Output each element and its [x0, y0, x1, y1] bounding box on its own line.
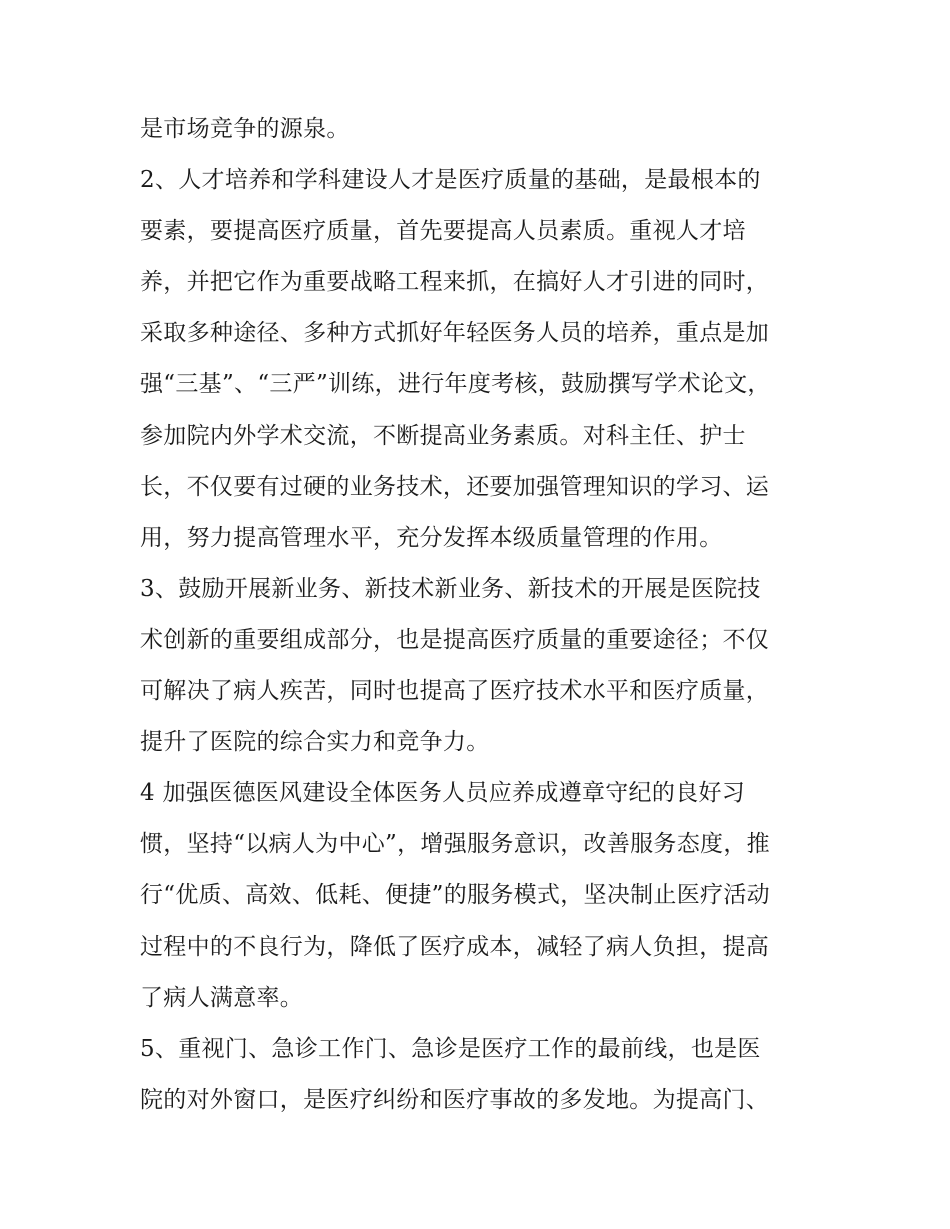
text-line: 院的对外窗口，是医疗纠纷和医疗事故的多发地。为提高门、 [140, 1086, 770, 1113]
document-body [140, 104, 830, 1126]
text-line: 要素，要提高医疗质量，首先要提高人员素质。重视人才培 [140, 218, 746, 245]
text-line: 采取多种途径、多种方式抓好年轻医务人员的培养，重点是加 [140, 320, 770, 347]
text-line: 可解决了病人疾苦，同时也提高了医疗技术水平和医疗质量， [140, 678, 770, 705]
text-line: 提升了医院的综合实力和竞争力。 [140, 729, 490, 756]
text-line: 5、重视门、急诊工作门、急诊是医疗工作的最前线，也是医 [140, 1035, 761, 1062]
text-line: 过程中的不良行为，降低了医疗成本，减轻了病人负担，提高 [140, 933, 770, 960]
text-line: 惯，坚持“以病人为中心”，增强服务意识，改善服务态度，推 [140, 831, 770, 858]
text-line: 2、人才培养和学科建设人才是医疗质量的基础，是最根本的 [140, 167, 761, 194]
text-line: 4 加强医德医风建设全体医务人员应养成遵章守纪的良好习 [140, 780, 746, 807]
text-line: 术创新的重要组成部分，也是提高医疗质量的重要途径；不仅 [140, 626, 770, 653]
text-line: 养，并把它作为重要战略工程来抓，在搞好人才引进的同时， [140, 269, 770, 296]
text-line: 行“优质、高效、低耗、便捷”的服务模式，坚决制止医疗活动 [140, 882, 770, 909]
text-line: 强“三基”、“三严”训练，进行年度考核，鼓励撰写学术论文， [140, 371, 771, 398]
text-line: 是市场竞争的源泉。 [140, 116, 350, 142]
text-line: 参加院内外学术交流，不断提高业务素质。对科主任、护士 [140, 422, 746, 449]
text-line: 用，努力提高管理水平，充分发挥本级质量管理的作用。 [140, 524, 723, 551]
text-line: 长，不仅要有过硬的业务技术，还要加强管理知识的学习、运 [140, 473, 770, 500]
text-line: 3、鼓励开展新业务、新技术新业务、新技术的开展是医院技 [140, 575, 761, 602]
text-line: 了病人满意率。 [140, 984, 304, 1011]
